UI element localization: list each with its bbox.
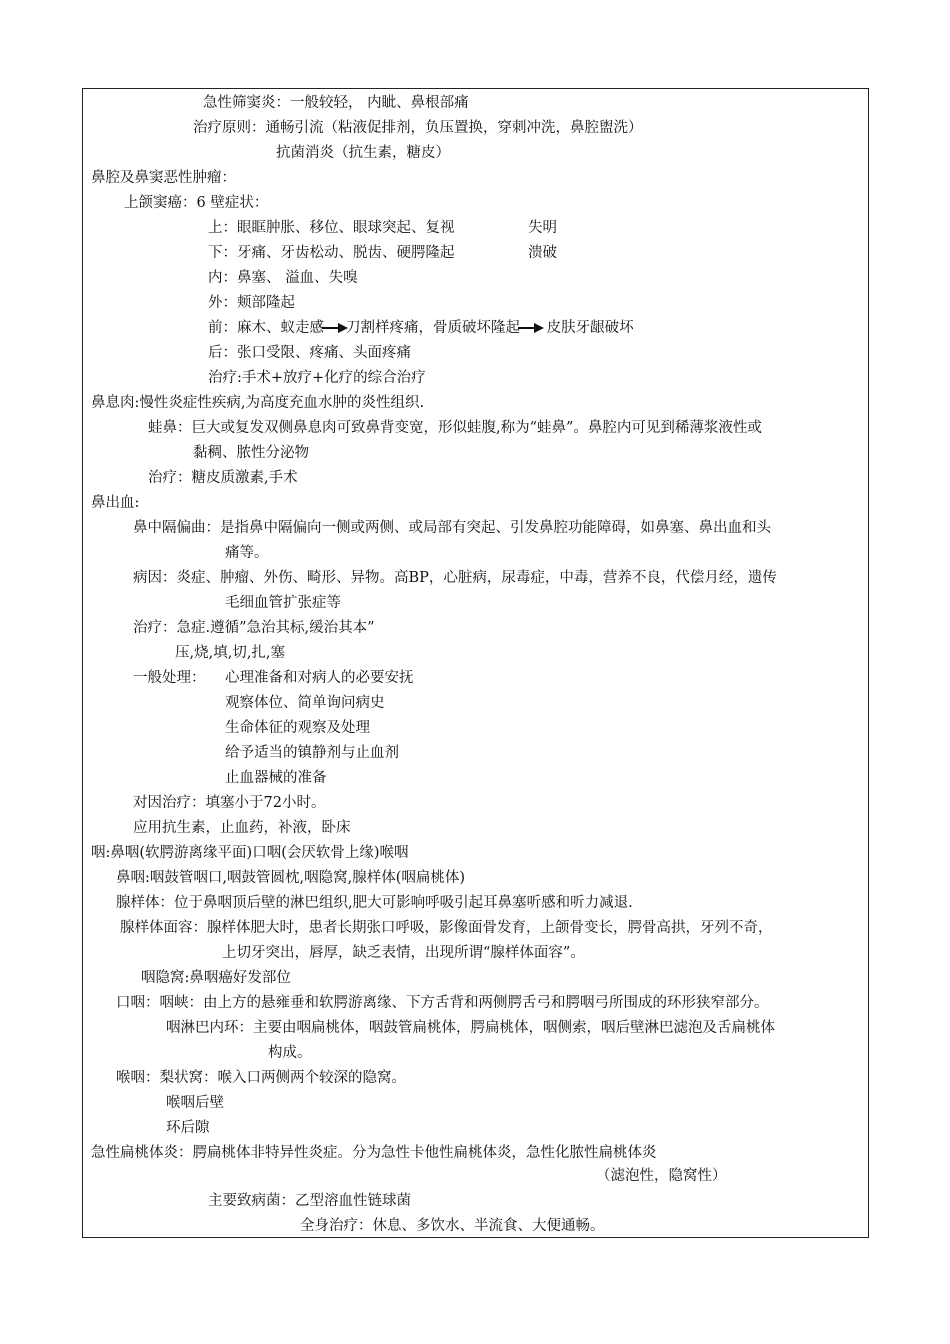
general-item-2: 观察体位、简单询问病史: [225, 695, 385, 711]
frog-nose-line-2: 黏稠、脓性分泌物: [193, 445, 309, 461]
arrow-icon: [322, 323, 348, 333]
antibiotic-line: 抗菌消炎（抗生素，糖皮）: [276, 145, 450, 161]
pharynx-heading: 咽:鼻咽(软腭游离缘平面)口咽(会厌软骨上缘)喉咽: [91, 845, 409, 861]
nasopharynx-line: 鼻咽:咽鼓管咽口,咽鼓管圆枕,咽隐窝,腺样体(咽扁桃体): [116, 870, 466, 886]
adenoid-line: 腺样体：位于鼻咽顶后壁的淋巴组织,肥大可影响呼吸引起耳鼻塞听感和听力减退.: [116, 895, 633, 911]
lymph-ring-line-1: 咽淋巴内环：主要由咽扁桃体，咽鼓管扁桃体，腭扁桃体，咽侧索，咽后壁淋巴滤泡及舌扁桃体: [166, 1020, 775, 1036]
tonsillitis-types: （滤泡性，隐窝性）: [596, 1168, 727, 1184]
epistaxis-treatment: 治疗：急症.遵循”急治其标,缓治其本”: [133, 620, 375, 636]
postcricoid-space: 环后隙: [166, 1120, 210, 1136]
wall-front-c: 皮肤牙龈破坏: [546, 320, 634, 336]
general-label: 一般处理：: [133, 670, 206, 686]
page-frame: [82, 88, 869, 1238]
frog-nose-line-1: 蛙鼻：巨大或复发双侧鼻息肉可致鼻背变宽，形似蛙腹,称为“蛙鼻”。鼻腔内可见到稀薄浆液性或: [148, 420, 762, 436]
general-item-5: 止血器械的准备: [225, 770, 327, 786]
cause-treatment: 对因治疗：填塞小于72小时。: [133, 795, 326, 811]
wall-up-extra: 失明: [528, 220, 557, 236]
cause-line-2: 毛细血管扩张症等: [225, 595, 341, 611]
general-item-1: 心理准备和对病人的必要安抚: [225, 670, 414, 686]
wall-front: [208, 318, 634, 338]
wall-down-extra: 溃破: [528, 245, 557, 261]
arrow-icon: [518, 323, 544, 333]
wall-back: 后：张口受限、疼痛、头面疼痛: [208, 345, 411, 361]
tumor-heading: 鼻腔及鼻窦恶性肿瘤：: [91, 170, 236, 186]
treatment-principle: 治疗原则：通畅引流（粘液促排剂，负压置换，穿刺冲洗，鼻腔盥洗）: [193, 120, 643, 136]
lymph-ring-line-2: 构成。: [268, 1045, 312, 1061]
wall-up: 上：眼眶肿胀、移位、眼球突起、复视: [208, 220, 455, 236]
wall-down: 下：牙痛、牙齿松动、脱齿、硬腭隆起: [208, 245, 455, 261]
general-item-4: 给予适当的镇静剂与止血剂: [225, 745, 399, 761]
ethmoid-sinusitis: 急性筛窦炎：一般较轻， 内眦、鼻根部痛: [203, 95, 469, 111]
posterior-wall: 喉咽后壁: [166, 1095, 224, 1111]
epistaxis-heading: 鼻出血:: [91, 495, 140, 511]
treatment-methods: 压,烧,填,切,扎,塞: [175, 645, 286, 661]
pathogen-line: 主要致病菌：乙型溶血性链球菌: [208, 1193, 411, 1209]
cause-line-1: 病因：炎症、肿瘤、外伤、畸形、异物。高BP，心脏病，尿毒症，中毒，营养不良，代偿月经，遗传: [133, 570, 777, 586]
maxillary-heading: 上颌窦癌：6 壁症状：: [124, 195, 269, 211]
laryngopharynx-line: 喉咽：梨状窝：喉入口两侧两个较深的隐窝。: [116, 1070, 406, 1086]
apply-line: 应用抗生素，止血药，补液，卧床: [133, 820, 351, 836]
septum-line-1: 鼻中隔偏曲：是指鼻中隔偏向一侧或两侧、或局部有突起、引发鼻腔功能障碍，如鼻塞、鼻出血和头: [133, 520, 771, 536]
septum-line-2: 痛等。: [225, 545, 269, 561]
pharyngeal-recess: 咽隐窝:鼻咽癌好发部位: [141, 970, 291, 986]
general-item-3: 生命体征的观察及处理: [225, 720, 370, 736]
tonsillitis-heading: 急性扁桃体炎：腭扁桃体非特异性炎症。分为急性卡他性扁桃体炎，急性化脓性扁桃体炎: [91, 1145, 657, 1161]
wall-inner: 内：鼻塞、 溢血、失嗅: [208, 270, 358, 286]
adenoid-face-line-2: 上切牙突出，唇厚，缺乏表情，出现所谓“腺样体面容”。: [222, 945, 585, 961]
systemic-treatment: 全身治疗：休息、多饮水、半流食、大便通畅。: [300, 1218, 605, 1234]
polyp-heading: 鼻息肉:慢性炎症性疾病,为高度充血水肿的炎性组织.: [91, 395, 425, 411]
wall-outer: 外：颊部隆起: [208, 295, 295, 311]
adenoid-face-line-1: 腺样体面容：腺样体肥大时，患者长期张口呼吸，影像面骨发育，上颌骨变长，腭骨高拱，牙列不奇，: [120, 920, 773, 936]
tumor-treatment: 治疗:手术+放疗+化疗的综合治疗: [208, 370, 426, 386]
oropharynx-line: 口咽：咽峡：由上方的悬雍垂和软腭游离缘、下方舌背和两侧腭舌弓和腭咽弓所围成的环形狭窄部分。: [116, 995, 769, 1011]
wall-front-a: 前：麻木、蚁走感: [208, 320, 324, 336]
polyp-treatment: 治疗：糖皮质激素,手术: [148, 470, 298, 486]
wall-front-b: 刀割样疼痛，骨质破坏隆起: [346, 320, 520, 336]
